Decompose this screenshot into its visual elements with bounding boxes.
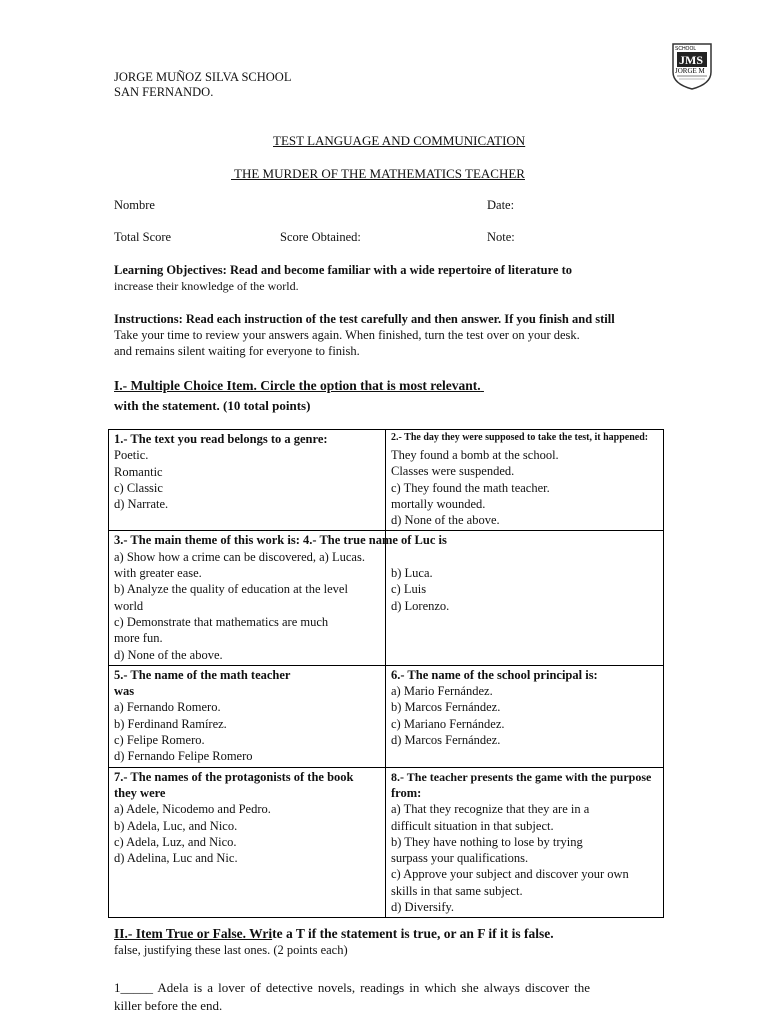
score-obtained-label: Score Obtained: [280, 230, 361, 244]
q8-option[interactable]: c) Approve your subject and discover your own [391, 867, 629, 882]
question-5-text-cont: was [114, 684, 135, 699]
test-title: TEST LANGUAGE AND COMMUNICATION [273, 133, 526, 148]
q8-option[interactable]: a) That they recognize that they are in a [391, 802, 590, 817]
q3-option[interactable]: d) None of the above. [114, 647, 223, 662]
q1-option[interactable]: d) Narrate. [114, 497, 169, 512]
section2-subline: false, justifying these last ones. (2 points each) [114, 943, 348, 957]
instructions-line1: Instructions: Read each instruction of the test carefully and then answer. If you finish and still [114, 312, 615, 326]
section1-heading-text: I.- Multiple Choice Item. Circle the option that is most relevant. [114, 378, 481, 393]
section1-heading-line1 [114, 378, 611, 394]
q7-option[interactable]: c) Adela, Luz, and Nico. [114, 834, 237, 849]
q3-option[interactable]: a) Show how a crime can be discovered, a) Lucas. [114, 549, 365, 564]
story-title: THE MURDER OF THE MATHEMATICS TEACHER [231, 166, 525, 181]
section1-heading-line2: with the statement. (10 total points) [114, 398, 311, 413]
question-6-cell [386, 665, 664, 767]
q8-option[interactable]: d) Diversify. [391, 900, 455, 915]
true-false-item-1[interactable]: 1_____ Adela is a lover of detective novels, readings in which she always discover the killer before the end. [114, 980, 590, 1013]
section2-heading [114, 926, 554, 942]
q8-option[interactable]: b) They have nothing to lose by trying [391, 834, 583, 849]
q3-option[interactable]: with greater ease. [114, 566, 202, 581]
question-8-cell [386, 767, 664, 918]
section2-heading-underlined: II.- Item True or False. Wri [114, 926, 273, 941]
multiple-choice-table [108, 429, 664, 918]
question-7-text: 7.- The names of the protagonists of the book [114, 769, 354, 784]
section2-heading-rest: te a T if the statement is true, or an F if it is false. [272, 926, 554, 941]
question-7-cell [109, 767, 386, 918]
table-row [109, 531, 664, 665]
question-1-cell [109, 430, 386, 531]
q4-option[interactable]: b) Luca. [391, 566, 433, 581]
q3-option[interactable]: c) Demonstrate that mathematics are much [114, 614, 329, 629]
q4-spacer [391, 549, 658, 565]
school-city: SAN FERNANDO. [114, 85, 214, 99]
question-5-cell [109, 665, 386, 767]
nombre-label: Nombre [114, 198, 155, 212]
q2-option[interactable]: c) They found the math teacher. [391, 480, 550, 495]
q6-option[interactable]: a) Mario Fernández. [391, 684, 493, 699]
school-name: JORGE MUÑOZ SILVA SCHOOL [114, 70, 292, 84]
logo-text-mid: JORGE M [675, 67, 705, 75]
q1-option[interactable]: c) Classic [114, 480, 163, 495]
q8-option[interactable]: skills in that same subject. [391, 883, 523, 898]
q4-option[interactable]: c) Luis [391, 582, 427, 597]
q6-option[interactable]: c) Mariano Fernández. [391, 716, 505, 731]
q3-option[interactable]: more fun. [114, 631, 163, 646]
date-label: Date: [487, 198, 515, 212]
q3-option[interactable]: b) Analyze the quality of education at the level [114, 582, 348, 597]
logo-mark: JMS [679, 53, 703, 67]
q5-option[interactable]: c) Felipe Romero. [114, 733, 205, 748]
q8-option[interactable]: difficult situation in that subject. [391, 818, 554, 833]
q1-option[interactable]: Romantic [114, 464, 163, 479]
question-4-cell [386, 531, 664, 665]
note-label: Note: [487, 230, 515, 244]
question-3-text: 3.- The main theme of this work is: 4.- The true name of Luc is [114, 533, 447, 548]
school-crest-logo [671, 42, 713, 90]
question-5-text: 5.- The name of the math teacher [114, 667, 291, 682]
q5-option[interactable]: a) Fernando Romero. [114, 700, 221, 715]
question-1-text: 1.- The text you read belongs to a genre: [114, 432, 328, 446]
q6-option[interactable]: d) Marcos Fernández. [391, 733, 501, 748]
q7-option[interactable]: a) Adele, Nicodemo and Pedro. [114, 802, 271, 817]
question-2-text: 2.- The day they were supposed to take the test, it happened: [391, 432, 649, 443]
instructions-line2: Take your time to review your answers again. When finished, turn the test over on your desk. [114, 328, 580, 342]
total-score-label: Total Score [114, 230, 172, 244]
objectives-line1: Learning Objectives: Read and become familiar with a wide repertoire of literature to [114, 263, 573, 277]
section1-heading-blank [481, 378, 611, 394]
question-8-text: 8.- The teacher presents the game with the purpose [391, 769, 652, 784]
table-row [109, 665, 664, 767]
logo-text-top: SCHOOL [675, 46, 697, 52]
question-2-cell [386, 430, 664, 531]
q2-option[interactable]: Classes were suspended. [391, 464, 515, 479]
q8-option[interactable]: surpass your qualifications. [391, 851, 529, 866]
q5-option[interactable]: b) Ferdinand Ramírez. [114, 716, 227, 731]
q2-option[interactable]: mortally wounded. [391, 496, 486, 511]
q1-option[interactable]: Poetic. [114, 448, 149, 463]
table-row [109, 430, 664, 531]
instructions-line3: and remains silent waiting for everyone to finish. [114, 344, 360, 358]
question-8-text-cont: from: [391, 785, 422, 800]
objectives-line2: increase their knowledge of the world. [114, 279, 299, 293]
q4-option[interactable]: d) Lorenzo. [391, 598, 450, 613]
q7-option[interactable]: b) Adela, Luc, and Nico. [114, 818, 238, 833]
question-6-text: 6.- The name of the school principal is: [391, 667, 598, 682]
question-7-text-cont: they were [114, 785, 166, 800]
q6-option[interactable]: b) Marcos Fernández. [391, 700, 501, 715]
q2-option[interactable]: d) None of the above. [391, 513, 500, 528]
q7-option[interactable]: d) Adelina, Luc and Nic. [114, 851, 238, 866]
q2-option[interactable]: They found a bomb at the school. [391, 448, 559, 462]
table-row [109, 767, 664, 918]
q3-option[interactable]: world [114, 598, 144, 613]
q5-option[interactable]: d) Fernando Felipe Romero [114, 749, 253, 764]
